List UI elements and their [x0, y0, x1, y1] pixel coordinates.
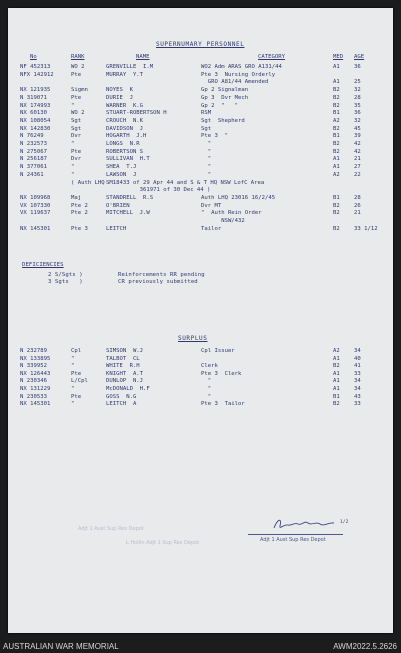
cell-age: 21 — [354, 156, 361, 163]
cell-name: TALBOT CL — [106, 355, 140, 362]
cell-cat: " — [201, 386, 212, 392]
cell-no: NX 60130 — [20, 110, 47, 117]
cell-cat: " — [201, 164, 212, 171]
cell-no: N 24361 — [20, 171, 44, 178]
cell-med: B1 — [333, 110, 340, 117]
cell-name: LAWSON J — [106, 171, 137, 178]
cell-med: B2 — [333, 148, 340, 155]
cell-rank: " — [71, 386, 75, 392]
cell-med: A2 — [333, 171, 340, 178]
cell-no: N 256187 — [20, 156, 47, 163]
cell-cat: Pte 3 Tailor — [201, 401, 245, 408]
table-row — [8, 210, 393, 217]
cell-med: B1 — [333, 393, 340, 400]
table-row — [8, 126, 393, 133]
faint-stamp-impression-2: L Hollin Adjt 1 Sup Res Depot — [126, 540, 200, 546]
cell-age: 22 — [354, 171, 361, 178]
cell-cat: WO2 Adm ARAS GRO A131/44 — [201, 64, 282, 70]
cell-med: A1 — [333, 355, 340, 362]
cell-rank: Pte — [71, 370, 82, 377]
cell-no: NF 452313 — [20, 64, 51, 70]
table-row — [8, 79, 393, 86]
cell-rank: " — [71, 363, 75, 370]
cell-med: A1 — [333, 64, 340, 70]
deficiency-note-1: Reinforcements RR pending — [118, 272, 205, 278]
cell-name: McDONALD H.F — [106, 386, 150, 392]
cell-med: B2 — [333, 125, 340, 132]
cell-name: SM18433 of 29 Apr 44 and S & T HQ NSW LofC Area — [106, 179, 265, 186]
cell-med: A2 — [333, 117, 340, 124]
cell-rank: Pte 3 — [71, 225, 88, 232]
deficiencies-heading: DEFICIENCIES — [22, 262, 64, 268]
cell-rank: Pte — [71, 148, 82, 155]
column-header-name: NAME — [136, 54, 150, 60]
cell-rank: " — [71, 355, 75, 362]
cell-age: 36 — [354, 64, 361, 70]
surplus-row — [8, 348, 393, 355]
cell-no: NX 109968 — [20, 194, 51, 201]
surplus-row — [8, 378, 393, 385]
cell-age: 27 — [354, 164, 361, 171]
cell-age: 32 — [354, 87, 361, 94]
cell-name: DAVIDSON J — [106, 125, 144, 132]
footer-credit: AUSTRALIAN WAR MEMORIAL — [3, 642, 119, 651]
cell-name: NOYES K — [106, 87, 133, 94]
cell-cat: Cpl Issuer — [201, 348, 235, 354]
cell-age: 43 — [354, 393, 361, 400]
cell-med: B2 — [333, 202, 340, 209]
cell-cat: " — [201, 171, 212, 178]
cell-name: MURRAY Y.T — [106, 71, 144, 78]
cell-no: NX 131229 — [20, 386, 51, 392]
table-row — [8, 141, 393, 148]
cell-med: B1 — [333, 133, 340, 140]
cell-cat: " — [201, 378, 212, 385]
cell-name: MITCHELL J.W — [106, 210, 150, 217]
cell-age: 34 — [354, 378, 361, 385]
cell-cat: Pte 3 " — [201, 133, 228, 140]
cell-name: LEITCH A — [106, 401, 137, 408]
surplus-row — [8, 386, 393, 393]
cell-rank: Sigmn — [71, 87, 88, 94]
table-row — [8, 118, 393, 125]
cell-rank: " — [71, 164, 75, 171]
cell-cat: " — [201, 148, 212, 155]
cell-med: B1 — [333, 194, 340, 201]
cell-med: B2 — [333, 94, 340, 101]
cell-no: NX 142830 — [20, 125, 51, 132]
table-row — [8, 195, 393, 202]
cell-cat: Gp 2 Signalman — [201, 87, 249, 94]
cell-cat: Dvr MT — [201, 202, 222, 209]
cell-no: NX 133895 — [20, 355, 51, 362]
table-row — [8, 156, 393, 163]
cell-no: N 230346 — [20, 378, 47, 385]
cell-cat: Clerk — [201, 363, 218, 370]
cell-name: HOGARTH J.H — [106, 133, 147, 140]
cell-no: N 232573 — [20, 141, 47, 147]
table-row — [8, 218, 393, 225]
table-row — [8, 72, 393, 79]
cell-cat: Sgt Shepherd — [201, 117, 245, 124]
cell-cat: Gp 3 Dvr Mech — [201, 94, 249, 101]
cell-age: 40 — [354, 355, 361, 362]
cell-rank: Pte — [71, 71, 82, 78]
cell-age: 21 — [354, 210, 361, 217]
cell-rank: " — [71, 102, 75, 109]
cell-age: 45 — [354, 125, 361, 132]
cell-rank: " — [71, 401, 75, 408]
document-page — [8, 8, 393, 633]
cell-med: A1 — [333, 79, 340, 86]
cell-age: 42 — [354, 141, 361, 147]
cell-no: N 76249 — [20, 133, 44, 140]
cell-age: 28 — [354, 194, 361, 201]
cell-rank: WO 2 — [71, 110, 85, 117]
column-header-rank: RANK — [71, 54, 85, 60]
cell-cat: " — [201, 156, 212, 163]
surplus-row — [8, 356, 393, 363]
cell-rank: Pte — [71, 393, 82, 400]
surplus-row — [8, 363, 393, 370]
cell-med: B2 — [333, 363, 340, 370]
footer-accession-number: AWM2022.5.2626 — [333, 642, 397, 651]
cell-name: STUART-ROBERTSON H — [106, 110, 167, 117]
cell-med: B2 — [333, 141, 340, 147]
cell-no: N 339952 — [20, 363, 47, 370]
cell-no: NX 174993 — [20, 102, 51, 109]
stamp-underline — [248, 534, 343, 535]
column-header-med: MED — [333, 54, 344, 60]
cell-name: LONGS N.R — [106, 141, 140, 147]
cell-name: 361971 of 30 Dec 44 ) — [106, 187, 211, 194]
cell-name: GOSS N.G — [106, 393, 137, 400]
cell-name: ROBERTSON S — [106, 148, 144, 155]
table-row — [8, 110, 393, 117]
cell-med: A1 — [333, 386, 340, 392]
table-row — [8, 64, 393, 71]
cell-med: B2 — [333, 225, 340, 232]
cell-rank: ( Auth LHQ — [71, 179, 105, 186]
cell-no: N 230533 — [20, 393, 47, 400]
cell-cat: Sgt — [201, 125, 212, 132]
cell-name: LEITCH — [106, 225, 127, 232]
cell-name: KNIGHT A.T — [106, 370, 144, 377]
cell-cat: Auth LHQ 23016 16/2/45 — [201, 194, 276, 201]
cell-med: A1 — [333, 164, 340, 171]
cell-med: A1 — [333, 370, 340, 377]
cell-no: N 275067 — [20, 148, 47, 155]
cell-rank: Dvr — [71, 156, 82, 163]
deficiency-qty-2: 3 Sgts ) — [48, 279, 83, 285]
cell-no: N 319071 — [20, 94, 47, 101]
cell-rank: Dvr — [71, 133, 82, 140]
footer-bar — [0, 640, 401, 653]
deficiency-note-2: CR previously submitted — [118, 279, 198, 285]
column-header-category: CATEGORY — [258, 54, 285, 60]
column-header-age: AGE — [354, 54, 365, 60]
cell-age: 33 — [354, 401, 361, 408]
cell-age: 41 — [354, 363, 361, 370]
table-row — [8, 187, 393, 194]
cell-rank: WO 2 — [71, 64, 85, 70]
cell-name: SULLIVAN H.T — [106, 156, 150, 163]
table-row — [8, 203, 393, 210]
cell-name: DUNLOP N.J — [106, 378, 144, 385]
cell-med: A2 — [333, 348, 340, 354]
cell-no: NFX 142912 — [20, 71, 54, 78]
column-header-row — [8, 54, 393, 61]
document-title: SUPERNUMARY PERSONNEL — [156, 41, 245, 48]
cell-no: NX 126443 — [20, 370, 51, 377]
cell-rank: Sgt — [71, 125, 82, 132]
cell-name: DURIE J — [106, 94, 133, 101]
cell-no: NX 145301 — [20, 225, 51, 232]
cell-rank: Pte — [71, 94, 82, 101]
column-header-no: No — [30, 54, 37, 60]
cell-age: 42 — [354, 148, 361, 155]
cell-rank: " — [71, 141, 75, 147]
faint-stamp-impression: Adjt 1 Aust Sup Res Depot — [78, 526, 144, 532]
cell-age: 34 — [354, 348, 361, 354]
cell-age: 34 — [354, 386, 361, 392]
cell-rank: Pte 2 — [71, 202, 88, 209]
deficiency-qty-1: 2 S/Sgts ) — [48, 272, 83, 278]
cell-cat: NSW/432 — [201, 218, 245, 224]
cell-age: 32 — [354, 117, 361, 124]
cell-cat: RSM — [201, 110, 212, 117]
cell-cat: " — [201, 141, 212, 147]
cell-name: SIMSON W.J — [106, 348, 144, 354]
signature — [270, 516, 340, 532]
cell-age: 39 — [354, 133, 361, 140]
cell-no: VX 107330 — [20, 202, 51, 209]
cell-rank: " — [71, 171, 75, 178]
cell-age: 33 — [354, 370, 361, 377]
cell-med: B2 — [333, 210, 340, 217]
table-row — [8, 164, 393, 171]
cell-name: WARNER K.G — [106, 102, 144, 109]
cell-med: B2 — [333, 401, 340, 408]
cell-cat: Tailor — [201, 225, 222, 232]
cell-med: B2 — [333, 102, 340, 109]
cell-name: STANDRELL R.S — [106, 194, 154, 201]
cell-rank: Cpl — [71, 348, 82, 354]
surplus-row — [8, 371, 393, 378]
table-row — [8, 87, 393, 94]
cell-med: A1 — [333, 156, 340, 163]
surplus-heading: SURPLUS — [178, 335, 208, 342]
adjutant-stamp: Adjt 1 Aust Sup Res Depot — [260, 537, 326, 543]
table-row — [8, 180, 393, 187]
table-row — [8, 133, 393, 140]
cell-age: 28 — [354, 94, 361, 101]
cell-cat: " — [201, 393, 212, 400]
cell-age: 33 1/12 — [354, 225, 378, 232]
surplus-row — [8, 394, 393, 401]
cell-no: VX 119637 — [20, 210, 51, 217]
table-row — [8, 149, 393, 156]
table-row — [8, 172, 393, 179]
cell-name: CROUCH N.K — [106, 117, 144, 124]
cell-name: O'BRIEN — [106, 202, 130, 209]
cell-cat: " Auth Rein Order — [201, 210, 262, 217]
cell-age: 25 — [354, 79, 361, 86]
cell-cat: Pte 3 Nursing Orderly — [201, 71, 276, 78]
cell-rank: Maj — [71, 194, 82, 201]
table-row — [8, 103, 393, 110]
table-row — [8, 226, 393, 233]
cell-no: NX 121935 — [20, 87, 51, 94]
surplus-row — [8, 401, 393, 408]
cell-rank: Pte 2 — [71, 210, 88, 217]
cell-no: N 232789 — [20, 348, 47, 354]
cell-no: NX 108054 — [20, 117, 51, 124]
cell-age: 36 — [354, 110, 361, 117]
cell-age: 26 — [354, 202, 361, 209]
cell-no: NX 145301 — [20, 401, 51, 408]
cell-name: GRENVILLE I.M — [106, 64, 154, 70]
cell-rank: L/Cpl — [71, 378, 88, 385]
cell-no: N 377061 — [20, 164, 47, 171]
cell-cat: GRO A81/44 Amended — [201, 79, 269, 86]
cell-cat: Gp 2 " " — [201, 102, 239, 109]
cell-name: SHEA T.J — [106, 164, 137, 171]
cell-med: A1 — [333, 378, 340, 385]
cell-age: 35 — [354, 102, 361, 109]
cell-cat: Pte 3 Clerk — [201, 370, 242, 377]
cell-name: WHITE R.H — [106, 363, 140, 370]
table-row — [8, 95, 393, 102]
cell-rank: Sgt — [71, 117, 82, 124]
stamp-mark: 1/2 — [340, 520, 349, 525]
cell-med: B2 — [333, 87, 340, 94]
